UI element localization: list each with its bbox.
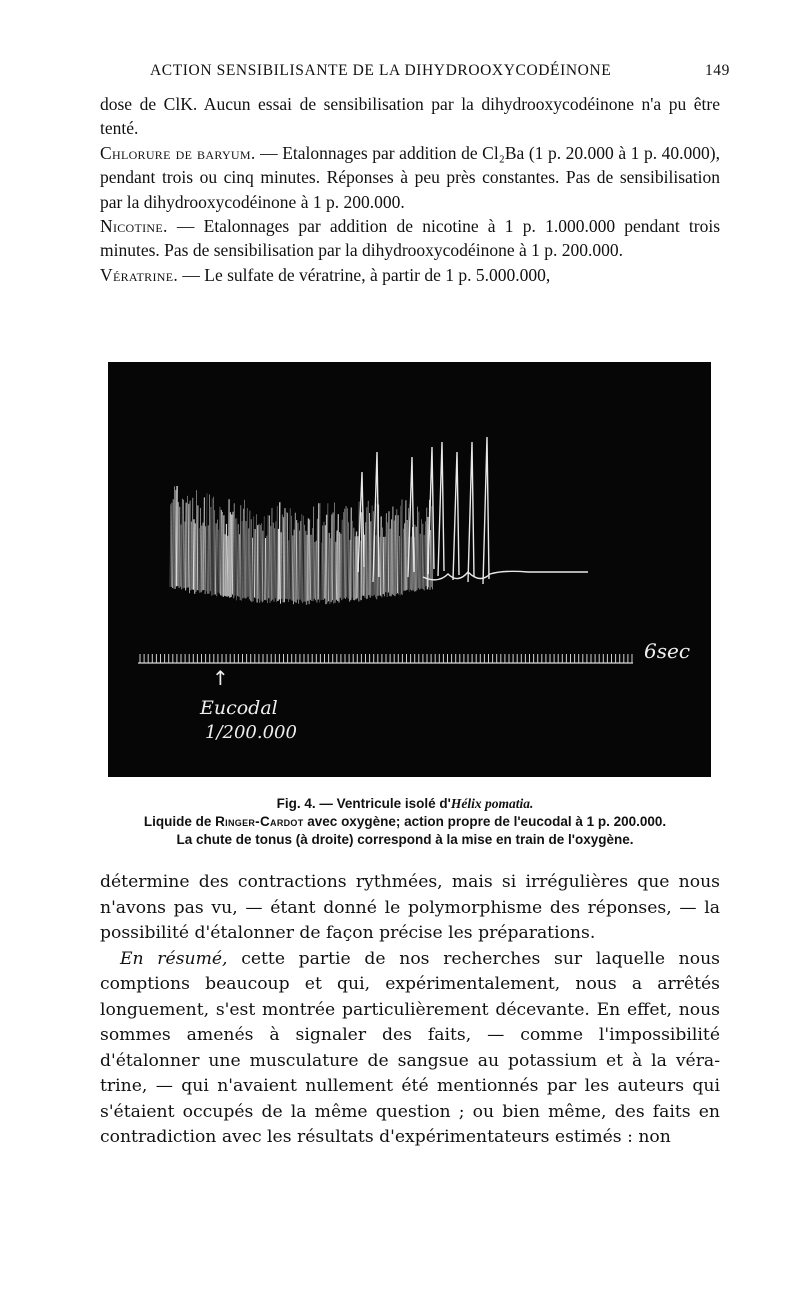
top-text-block	[100, 92, 720, 287]
paragraph	[100, 141, 720, 214]
paragraph-text: — Etalonnages par addition de nicotine à 1 p. 1.000.000 pendant trois minutes. Pas de sensibilisation par la dihydrooxycodéinone à 1 p. 200.000.	[100, 216, 720, 261]
bottom-text-block	[100, 870, 720, 1151]
dose-annotation: 1/200.000	[205, 722, 297, 743]
solution-name: Ringer-Cardot	[215, 814, 304, 829]
section-heading: Vératrine.	[100, 264, 179, 285]
time-marker-line	[140, 654, 632, 663]
page-number: 149	[704, 62, 730, 79]
figure-label: Fig. 4.	[276, 796, 316, 811]
paragraph-text: cette partie de nos recherches sur laquelle nous comptions beaucoup et qui, expérimentalement, nous a arrêtés longuement, s'est montrée particulièrement décevante. En effet, nous sommes amenés à signaler des faits, — comme l'impossibilité d'étalonner une musculature de sangsue au potassium et à la vératrine, — qui n'avaient nullement été mentionnés par les auteurs qui s'étaient occupés de la même question ; ou bien même, des faits en contradiction avec les résultats d'expérimentateurs estimés : non	[100, 948, 720, 1147]
paragraph	[100, 947, 720, 1151]
species-name: Hélix pomatia.	[450, 796, 534, 811]
caption-line-1	[60, 795, 750, 813]
contraction-trace	[170, 437, 489, 605]
running-header	[150, 62, 730, 80]
drug-annotation: Eucodal	[200, 697, 278, 719]
time-annotation: 6sec	[644, 639, 691, 663]
paragraph-text: — Le sulfate de vératrine, à partir de 1 p. 5.000.000,	[178, 264, 551, 285]
paragraph	[100, 263, 720, 287]
emphasis: En résumé,	[120, 948, 228, 969]
baseline-trace	[423, 571, 588, 580]
paragraph	[100, 214, 720, 263]
section-heading: Chlorure de baryum.	[100, 142, 256, 163]
arrow-icon: ↑	[212, 666, 229, 690]
kymograph-trace	[108, 362, 711, 777]
kymograph-figure	[108, 362, 711, 777]
caption-line-3: La chute de tonus (à droite) correspond à la mise en train de l'oxygène.	[176, 832, 634, 847]
section-heading: Nicotine.	[100, 216, 168, 237]
paragraph: dose de ClK. Aucun essai de sensibilisation par la dihydrooxycodéinone n'a pu être tenté.	[100, 94, 720, 139]
figure-caption	[60, 795, 750, 849]
paragraph-text: — Etalonnages par addition de Cl₂Ba (1 p. 20.000 à 1 p. 40.000), pendant trois ou cinq minutes. Réponses à peu près constantes. Pas de sensibilisation par la dihydrooxycodéinone à 1 p. 200.000.	[100, 142, 720, 212]
caption-text: Liquide de	[143, 814, 216, 829]
caption-text: — Ventricule isolé d'	[315, 796, 451, 811]
caption-text: avec oxygène; action propre de l'eucodal à 1 p. 200.000.	[303, 814, 667, 829]
running-title: ACTION SENSIBILISANTE DE LA DIHYDROOXYCODÉINONE	[150, 62, 612, 79]
paragraph: détermine des contractions rythmées, mais si irrégulières que nous n'avons pas vu, — étant donné le polymorphisme des réponses, — la possibilité d'étalonner de façon précise les préparations.	[100, 872, 720, 943]
caption-line-2	[60, 813, 750, 831]
